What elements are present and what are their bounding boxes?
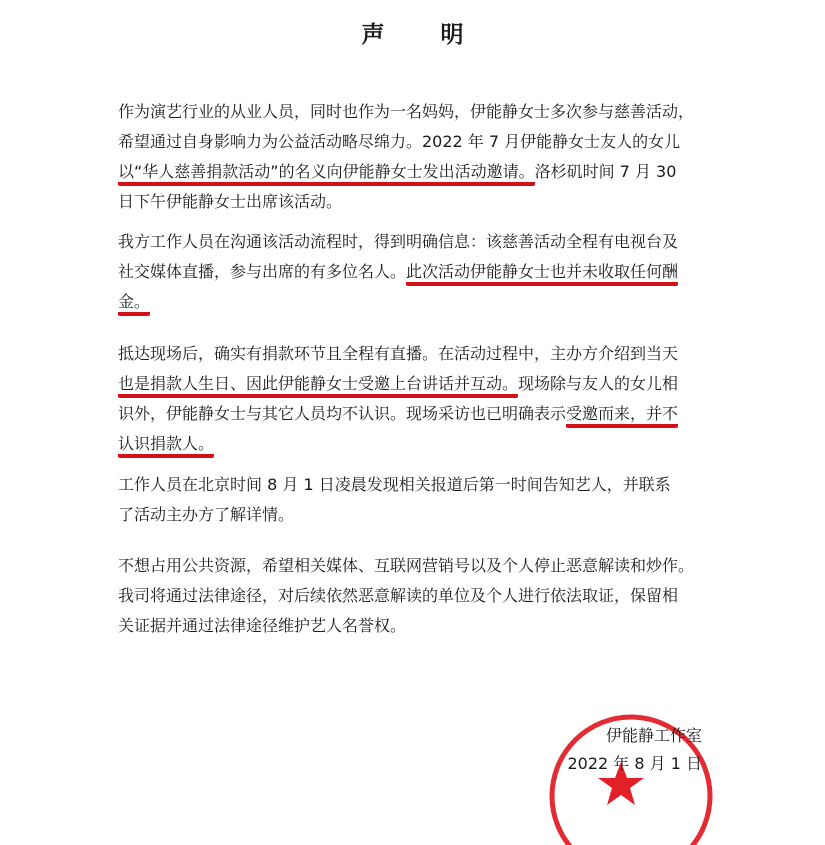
highlighted-text: 此次活动伊能静女士也并未收取任何酬 <box>406 262 678 286</box>
text-segment: 关证据并通过法律途径维护艺人名誉权。 <box>118 616 407 635</box>
text-segment: 我司将通过法律途径，对后续依然恶意解读的单位及个人进行依法取证，保留相 <box>118 586 679 605</box>
paragraph-line <box>118 187 718 217</box>
paragraph-line <box>118 611 718 641</box>
text-segment: 希望通过自身影响力为公益活动略尽绵力。2022 年 7 月伊能静女士友人的女儿 <box>118 132 681 151</box>
paragraph-line <box>118 551 718 581</box>
paragraph-3 <box>118 339 718 459</box>
document-title: 声 明 <box>361 22 488 48</box>
text-segment: 现场除与友人的女儿相 <box>518 374 679 393</box>
highlighted-text: 以“华人慈善捐款活动”的名义向伊能静女士发出活动邀请。 <box>118 162 535 186</box>
text-segment: 作为演艺行业的从业人员，同时也作为一名妈妈，伊能静女士多次参与慈善活动， <box>118 102 695 121</box>
text-segment: 社交媒体直播，参与出席的有多位名人。 <box>118 262 407 281</box>
text-segment: 我方工作人员在沟通该活动流程时，得到明确信息：该慈善活动全程有电视台及 <box>118 232 679 251</box>
text-segment: 抵达现场后，确实有捐款环节且全程有直播。在活动过程中，主办方介绍到当天 <box>118 344 679 363</box>
text-segment: 工作人员在北京时间 8 月 1 日凌晨发现相关报道后第一时间告知艺人，并联系 <box>118 475 671 494</box>
highlighted-text: 认识捐款人。 <box>118 434 214 458</box>
paragraph-line <box>118 581 718 611</box>
paragraph-1 <box>118 97 718 217</box>
signature-date: 2022 年 8 月 1 日 <box>567 754 702 773</box>
highlighted-text: 金。 <box>118 292 150 316</box>
paragraph-line <box>118 500 718 530</box>
paragraph-line <box>118 157 718 187</box>
text-segment: 了活动主办方了解详情。 <box>118 505 295 524</box>
paragraph-line <box>118 127 718 157</box>
signature-block <box>560 722 702 778</box>
paragraph-line <box>118 429 718 459</box>
highlighted-text: 也是捐款人生日、因此伊能静女士受邀上台讲话并互动。 <box>118 374 518 398</box>
paragraph-line <box>118 227 718 257</box>
paragraph-line <box>118 339 718 369</box>
text-segment: 日下午伊能静女士出席该活动。 <box>118 192 343 211</box>
paragraph-line <box>118 97 718 127</box>
paragraph-line <box>118 287 718 317</box>
paragraph-2 <box>118 227 718 317</box>
paragraph-line <box>118 257 718 287</box>
studio-name: 伊能静工作室 <box>605 726 702 745</box>
paragraph-line <box>118 399 718 429</box>
paragraph-4 <box>118 470 718 530</box>
highlighted-text: 受邀而来，并不 <box>566 404 678 428</box>
paragraph-line <box>118 470 718 500</box>
paragraph-5 <box>118 551 718 641</box>
text-segment: 洛杉矶时间 7 月 30 <box>534 162 677 181</box>
paragraph-line <box>118 369 718 399</box>
text-segment: 识外，伊能静女士与其它人员均不认识。现场采访也已明确表示 <box>118 404 567 423</box>
text-segment: 不想占用公共资源，希望相关媒体、互联网营销号以及个人停止恶意解读和炒作。 <box>118 556 695 575</box>
